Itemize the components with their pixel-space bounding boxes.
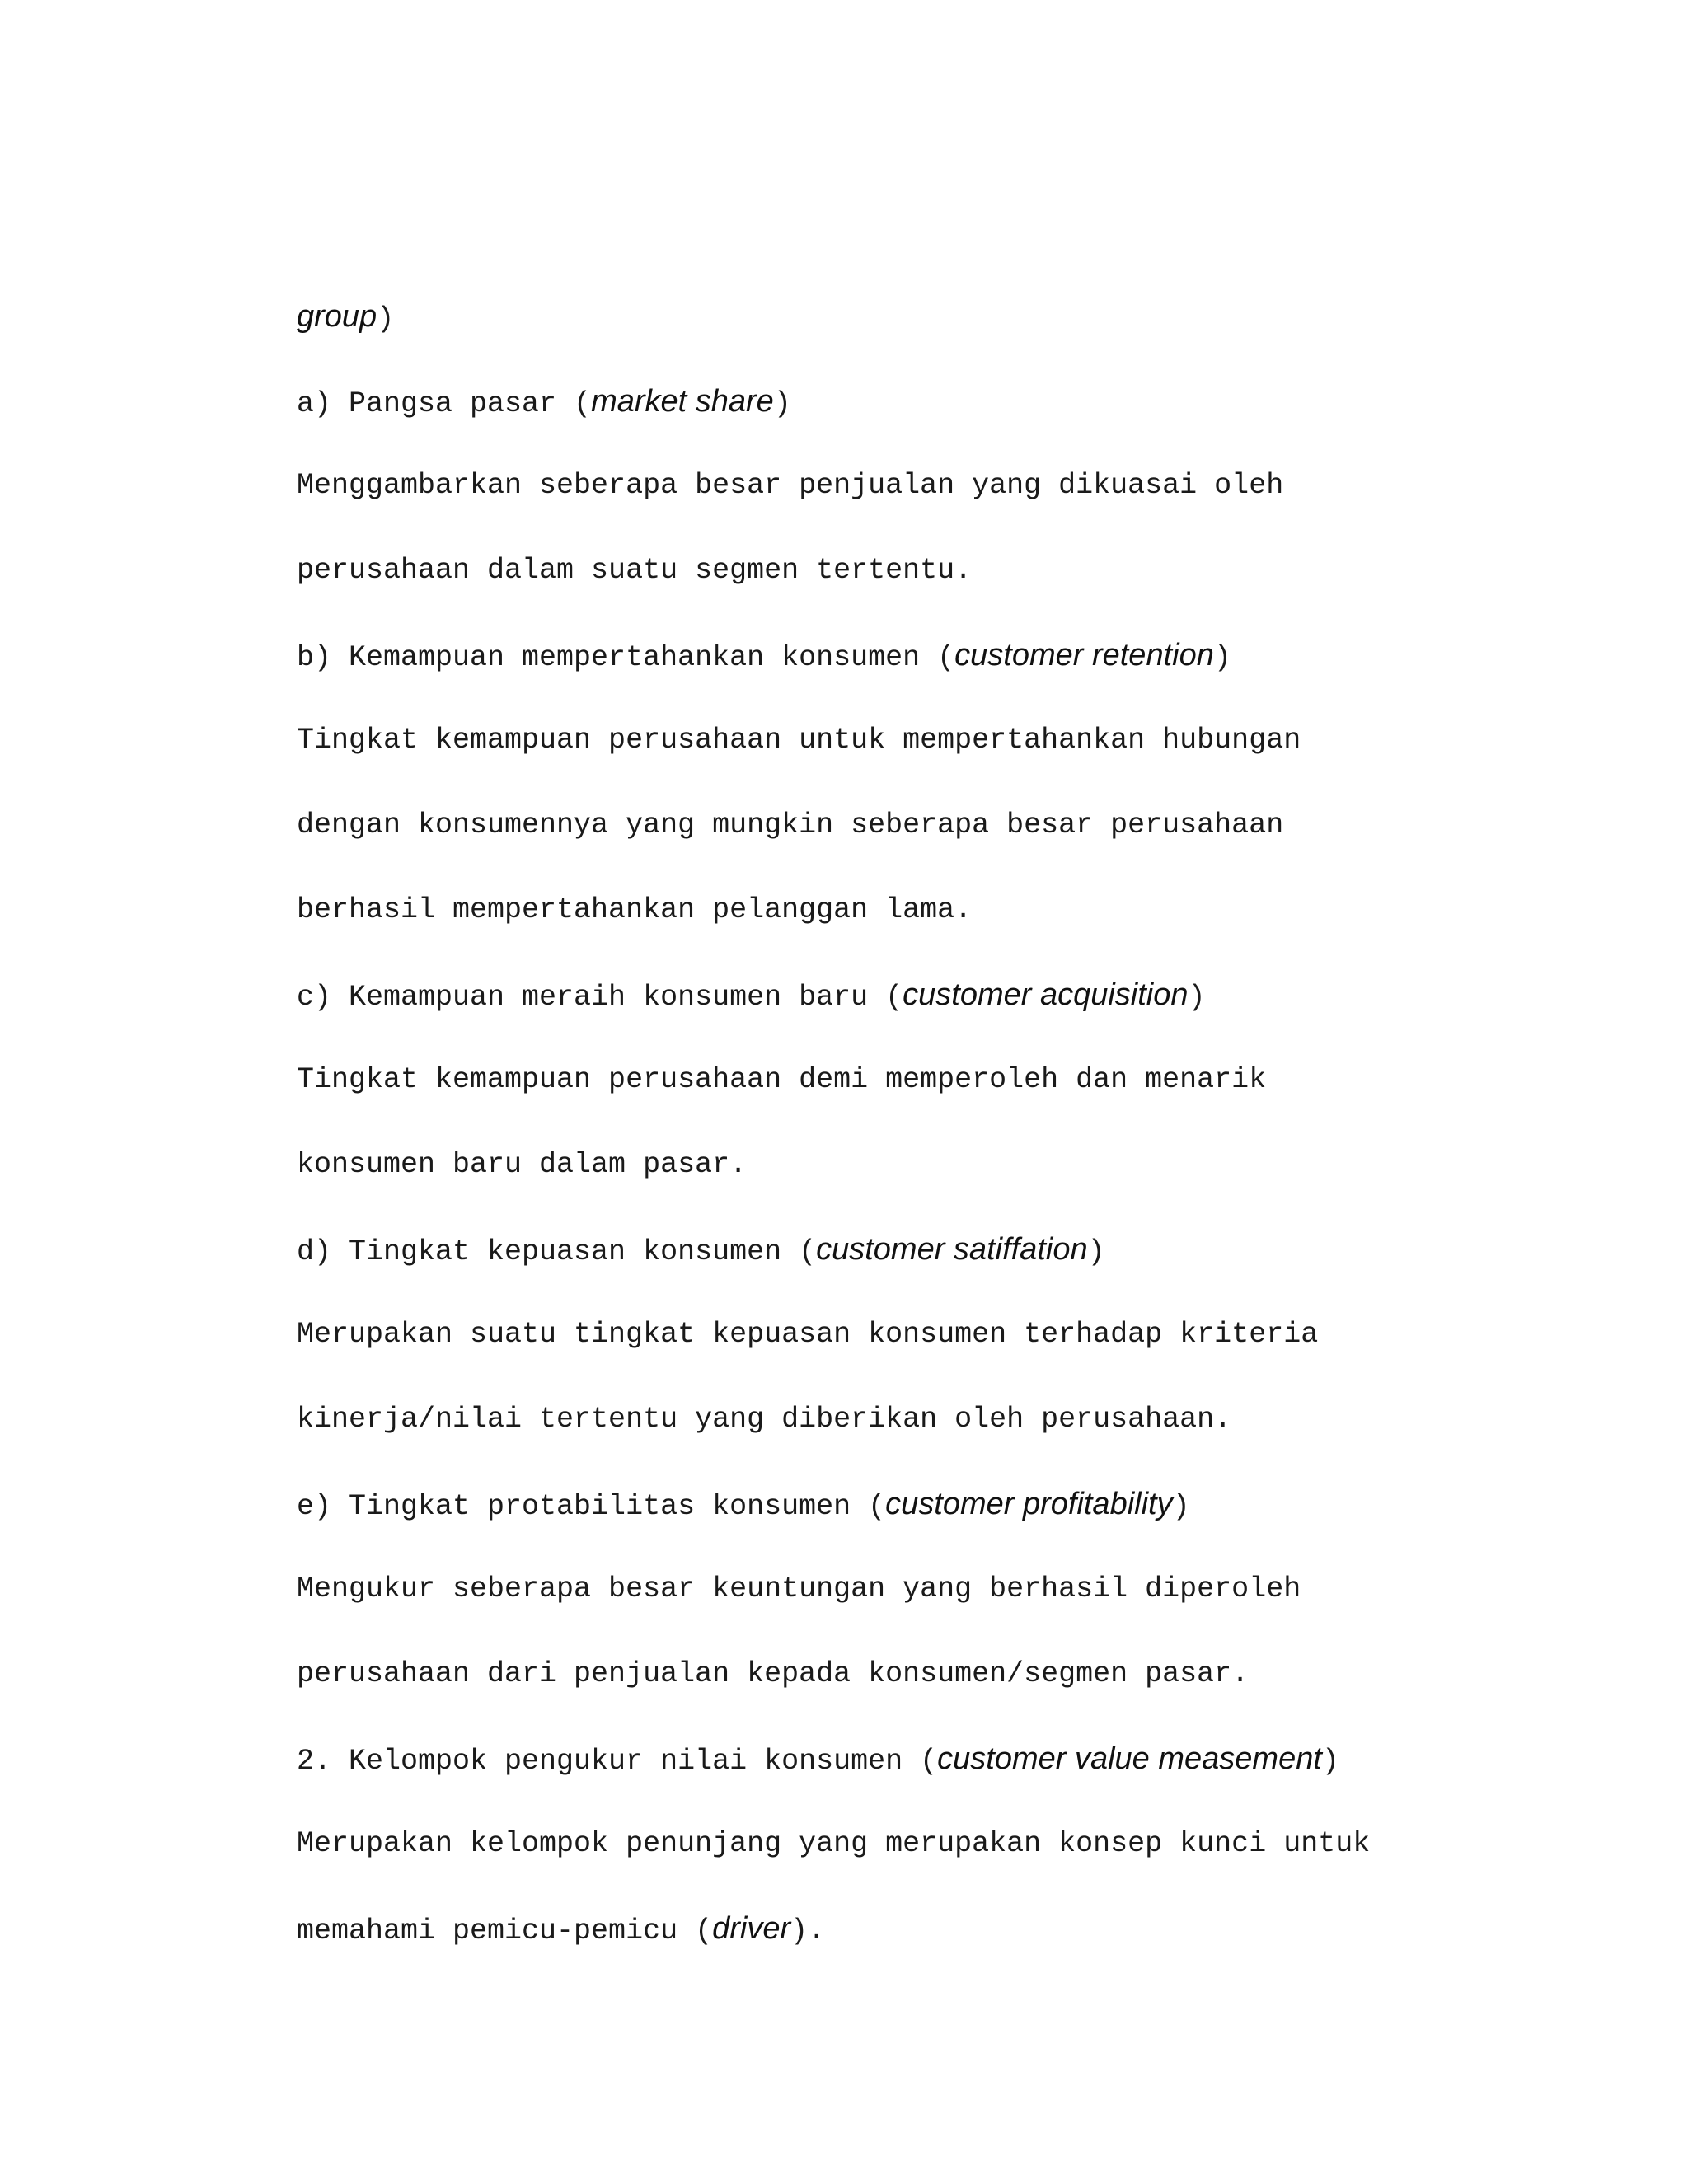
italic-term: customer value measement — [937, 1741, 1322, 1776]
italic-term: market share — [591, 384, 774, 419]
italic-term: customer satiffation — [816, 1232, 1088, 1267]
text-line: konsumen baru dalam pasar. — [297, 1148, 748, 1181]
text-line: berhasil mempertahankan pelanggan lama. — [297, 893, 973, 926]
italic-term: customer acquisition — [903, 977, 1189, 1012]
subheading-line: b) Kemampuan mempertahankan konsumen (customer retention) — [297, 638, 1231, 674]
text-line: perusahaan dari penjualan kepada konsumen/segmen pasar. — [297, 1657, 1250, 1690]
subheading-line: d) Tingkat kepuasan konsumen (customer satiffation) — [297, 1232, 1105, 1268]
subheading-line: e) Tingkat protabilitas konsumen (customer profitability) — [297, 1487, 1190, 1523]
italic-term: customer retention — [954, 638, 1214, 673]
text-line: dengan konsumennya yang mungkin seberapa besar perusahaan — [297, 808, 1284, 841]
text-line: Mengukur seberapa besar keuntungan yang berhasil diperoleh — [297, 1572, 1301, 1605]
text-line: Tingkat kemampuan perusahaan untuk mempertahankan hubungan — [297, 724, 1301, 757]
italic-term: driver — [712, 1911, 791, 1946]
text-line: kinerja/nilai tertentu yang diberikan oleh perusahaan. — [297, 1403, 1232, 1436]
text-line: memahami pemicu-pemicu (driver). — [297, 1911, 826, 1947]
text-line: Merupakan suatu tingkat kepuasan konsumen terhadap kriteria — [297, 1318, 1319, 1351]
text-line: group) — [297, 299, 395, 335]
text-line: Tingkat kemampuan perusahaan demi memperoleh dan menarik — [297, 1063, 1267, 1096]
subheading-line: a) Pangsa pasar (market share) — [297, 384, 791, 420]
text-line: perusahaan dalam suatu segmen tertentu. — [297, 554, 973, 587]
text-line: Menggambarkan seberapa besar penjualan yang dikuasai oleh — [297, 469, 1284, 502]
subheading-line: 2. Kelompok pengukur nilai konsumen (customer value measement) — [297, 1741, 1339, 1778]
text-line: Merupakan kelompok penunjang yang merupakan konsep kunci untuk — [297, 1827, 1371, 1860]
italic-term: customer profitability — [885, 1487, 1173, 1521]
italic-term: group — [297, 299, 377, 334]
subheading-line: c) Kemampuan meraih konsumen baru (customer acquisition) — [297, 977, 1206, 1014]
